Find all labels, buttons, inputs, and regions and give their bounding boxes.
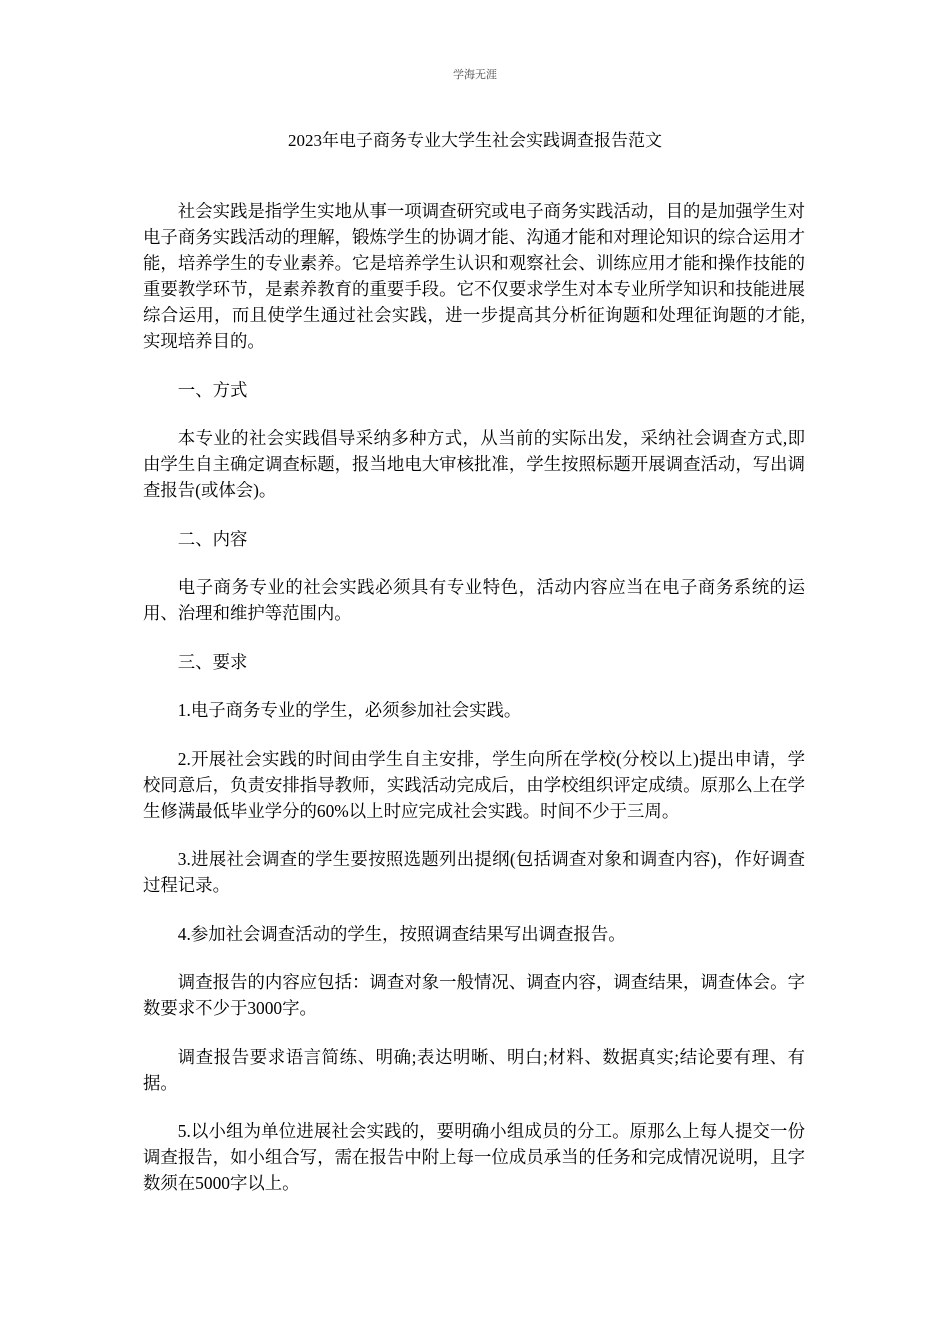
requirement-item-1: 1.电子商务专业的学生，必须参加社会实践。 bbox=[177, 700, 522, 720]
section-heading-content: 二、内容 bbox=[177, 528, 248, 549]
method-paragraph: 本专业的社会实践倡导采纳多种方式，从当前的实际出发，采纳社会调查方式,即由学生自主确定调查标题，报当地电大审核批准，学生按照标题开展调查活动，写出调查报告(或体会)。 bbox=[143, 428, 805, 500]
requirement-item-3: 3.进展社会调查的学生要按照选题列出提纲(包括调查对象和调查内容)，作好调查过程记录。 bbox=[143, 849, 805, 895]
requirement-item-4: 4.参加社会调查活动的学生，按照调查结果写出调查报告。 bbox=[177, 923, 626, 944]
requirement-item-2: 2.开展社会实践的时间由学生自主安排，学生向所在学校(分校以上)提出申请，学校同意后，负责安排指导教师，实践活动完成后，由学校组织评定成绩。原那么上在学生修满最低毕业学分的60%以上时应完成社会实践。时间不少于三周。 bbox=[143, 748, 805, 821]
section-heading-method: 一、方式 bbox=[177, 379, 248, 400]
section-heading-requirements: 三、要求 bbox=[177, 651, 248, 672]
page-header: 学海无涯 bbox=[453, 68, 497, 81]
intro-paragraph: 社会实践是指学生实地从事一项调查研究或电子商务实践活动，目的是加强学生对电子商务实践活动的理解，锻炼学生的协调才能、沟通才能和对理论知识的综合运用才能，培养学生的专业素养。它是培养学生认识和观察社会、训练应用才能和操作技能的重要教学环节，是素养教育的重要手段。它不仅要求学生对本专业所学知识和技能进展综合运用，而且使学生通过社会实践，进一步提高其分析征询题和处理征询题的才能,实现培养目的。 bbox=[143, 201, 805, 351]
document-body bbox=[143, 198, 805, 1219]
content-paragraph: 电子商务专业的社会实践必须具有专业特色，活动内容应当在电子商务系统的运用、治理和维护等范围内。 bbox=[143, 577, 805, 623]
report-style-paragraph: 调查报告要求语言简练、明确;表达明晰、明白;材料、数据真实;结论要有理、有据。 bbox=[143, 1046, 805, 1093]
requirement-item-5: 5.以小组为单位进展社会实践的，要明确小组成员的分工。原那么上每人提交一份调查报告，如小组合写，需在报告中附上每一位成员承当的任务和完成情况说明，且字数须在5000字以上。 bbox=[143, 1121, 805, 1193]
report-content-paragraph: 调查报告的内容应包括：调查对象一般情况、调查内容，调查结果，调查体会。字数要求不少于3000字。 bbox=[143, 972, 805, 1018]
document-title: 2023年电子商务专业大学生社会实践调查报告范文 bbox=[288, 131, 662, 150]
